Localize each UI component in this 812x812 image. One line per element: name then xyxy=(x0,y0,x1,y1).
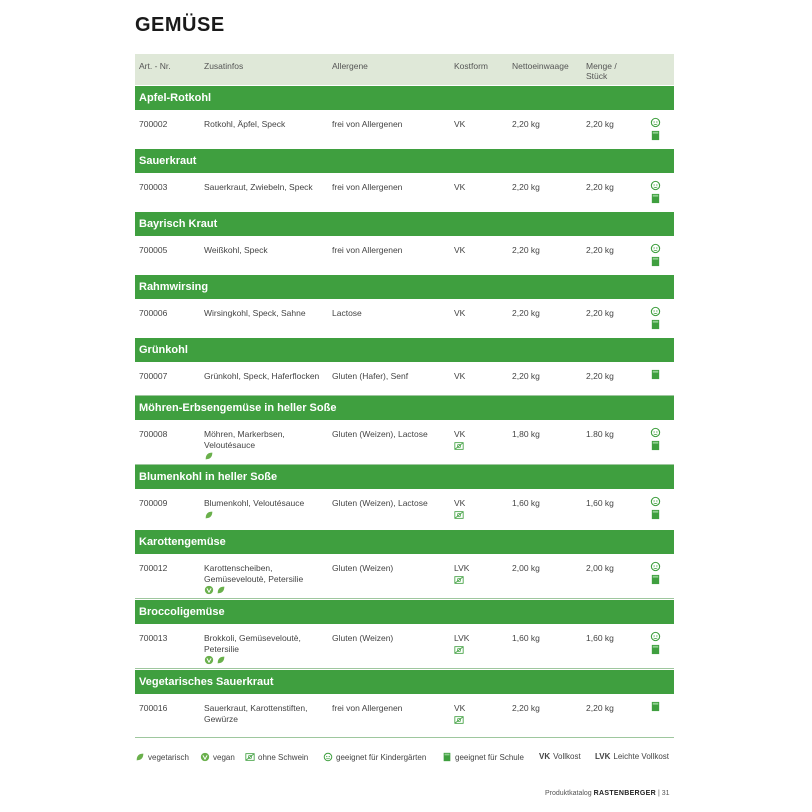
vegetarian-leaf-icon xyxy=(216,585,226,595)
kostform: VK xyxy=(454,703,466,713)
product-section xyxy=(135,670,674,738)
school-icon xyxy=(650,369,661,380)
product-section xyxy=(135,86,674,150)
school-icon xyxy=(650,644,661,655)
zusatzinfos: Rotkohl, Äpfel, Speck xyxy=(204,119,286,129)
school-icon xyxy=(650,130,661,141)
kostform: VK xyxy=(454,308,466,318)
footer-brand: RASTENBERGER xyxy=(593,790,656,797)
product-name: Apfel-Rotkohl xyxy=(135,86,674,110)
school-icon xyxy=(650,440,661,451)
zusatzinfos: Sauerkraut, Karottenstiften, Gewürze xyxy=(204,703,308,724)
nettoeinwaage: 1,80 kg xyxy=(512,429,540,439)
menge: 2,20 kg xyxy=(586,119,614,129)
legend-kita: geeignet für Kindergärten xyxy=(323,752,426,762)
no-pork-icon xyxy=(454,645,464,655)
nettoeinwaage: 2,00 kg xyxy=(512,563,540,573)
vegetarian-leaf-icon xyxy=(204,510,214,520)
no-pork-icon xyxy=(454,715,464,725)
vegetarian-leaf-icon xyxy=(216,655,226,665)
table-row xyxy=(135,694,674,738)
school-icon xyxy=(650,319,661,330)
legend-ohne-schwein: ohne Schwein xyxy=(245,752,308,762)
col-netto: Nettoeinwaage xyxy=(512,61,569,71)
product-name: Möhren-Erbsengemüse in heller Soße xyxy=(135,396,674,420)
menge: 1,60 kg xyxy=(586,633,614,643)
menge: 2,20 kg xyxy=(586,308,614,318)
table-row xyxy=(135,489,674,534)
col-art: Art. - Nr. xyxy=(139,61,171,71)
product-name: Blumenkohl in heller Soße xyxy=(135,465,674,489)
product-name: Broccoligemüse xyxy=(135,600,674,624)
zusatzinfos: Blumenkohl, Veloutésauce xyxy=(204,498,305,508)
nettoeinwaage: 1,60 kg xyxy=(512,633,540,643)
kostform: VK xyxy=(454,245,466,255)
school-icon xyxy=(650,256,661,267)
zusatzinfos: Möhren, Markerbsen, Veloutésauce xyxy=(204,429,285,450)
menge: 2,20 kg xyxy=(586,703,614,713)
product-section xyxy=(135,275,674,339)
zusatzinfos: Wirsingkohl, Speck, Sahne xyxy=(204,308,306,318)
nettoeinwaage: 2,20 kg xyxy=(512,182,540,192)
nettoeinwaage: 2,20 kg xyxy=(512,371,540,381)
no-pork-icon xyxy=(454,510,464,520)
table-row xyxy=(135,173,674,213)
kindergarten-icon xyxy=(650,243,661,254)
kindergarten-icon xyxy=(650,306,661,317)
art-nr: 700007 xyxy=(139,371,168,381)
no-pork-icon xyxy=(454,575,464,585)
zusatzinfos: Grünkohl, Speck, Haferflocken xyxy=(204,371,320,381)
table-row xyxy=(135,236,674,276)
product-section xyxy=(135,212,674,276)
kostform: VK xyxy=(454,498,466,508)
product-name: Rahmwirsing xyxy=(135,275,674,299)
kindergarten-icon xyxy=(323,752,333,762)
product-section xyxy=(135,396,674,465)
table-row xyxy=(135,554,674,599)
zusatzinfos: Brokkoli, Gemüseveloutè, Petersilie xyxy=(204,633,301,654)
product-section xyxy=(135,600,674,669)
page-title: GEMÜSE xyxy=(135,14,225,36)
product-name: Vegetarisches Sauerkraut xyxy=(135,670,674,694)
art-nr: 700005 xyxy=(139,245,168,255)
vegan-icon xyxy=(204,655,214,665)
kindergarten-icon xyxy=(650,117,661,128)
menge: 1.80 kg xyxy=(586,429,614,439)
product-section xyxy=(135,149,674,213)
nettoeinwaage: 1,60 kg xyxy=(512,498,540,508)
school-icon xyxy=(442,752,452,762)
kostform: VK xyxy=(454,119,466,129)
kostform: VK xyxy=(454,371,466,381)
vegetarian-leaf-icon xyxy=(135,752,145,762)
legend-vegetarisch: vegetarisch xyxy=(135,752,189,762)
legend-lvk: LVK Leichte Vollkost xyxy=(595,752,669,761)
menge: 2,00 kg xyxy=(586,563,614,573)
page-number: 31 xyxy=(661,790,670,797)
allergene: Gluten (Weizen), Lactose xyxy=(332,429,428,439)
allergene: Lactose xyxy=(332,308,362,318)
art-nr: 700016 xyxy=(139,703,168,713)
kostform: LVK xyxy=(454,633,470,643)
nettoeinwaage: 2,20 kg xyxy=(512,245,540,255)
table-header xyxy=(135,54,674,85)
table-row xyxy=(135,362,674,396)
product-section xyxy=(135,530,674,599)
kindergarten-icon xyxy=(650,496,661,507)
table-row xyxy=(135,299,674,339)
allergene: Gluten (Weizen) xyxy=(332,633,394,643)
product-section xyxy=(135,338,674,396)
menge: 2,20 kg xyxy=(586,371,614,381)
product-name: Karottengemüse xyxy=(135,530,674,554)
allergene: Gluten (Hafer), Senf xyxy=(332,371,409,381)
art-nr: 700012 xyxy=(139,563,168,573)
vegan-icon xyxy=(200,752,210,762)
art-nr: 700008 xyxy=(139,429,168,439)
kindergarten-icon xyxy=(650,561,661,572)
nettoeinwaage: 2,20 kg xyxy=(512,119,540,129)
no-pork-icon xyxy=(245,752,255,762)
nettoeinwaage: 2,20 kg xyxy=(512,703,540,713)
kindergarten-icon xyxy=(650,427,661,438)
art-nr: 700003 xyxy=(139,182,168,192)
allergene: frei von Allergenen xyxy=(332,703,403,713)
menge: 2,20 kg xyxy=(586,245,614,255)
col-menge: Menge / Stück xyxy=(586,61,617,81)
allergene: Gluten (Weizen), Lactose xyxy=(332,498,428,508)
page-footer xyxy=(545,790,670,797)
school-icon xyxy=(650,193,661,204)
art-nr: 700006 xyxy=(139,308,168,318)
legend-vegan: vegan xyxy=(200,752,235,762)
kostform: VK xyxy=(454,182,466,192)
zusatzinfos: Sauerkraut, Zwiebeln, Speck xyxy=(204,182,313,192)
legend-vk: VK Vollkost xyxy=(539,752,581,761)
art-nr: 700009 xyxy=(139,498,168,508)
allergene: frei von Allergenen xyxy=(332,245,403,255)
product-section xyxy=(135,465,674,534)
vegetarian-leaf-icon xyxy=(204,451,214,461)
col-kostform: Kostform xyxy=(454,61,489,71)
kostform: LVK xyxy=(454,563,470,573)
product-name: Grünkohl xyxy=(135,338,674,362)
footer-catalog: Produktkatalog xyxy=(545,790,592,797)
zusatzinfos: Karottenscheiben, Gemüseveloutè, Petersilie xyxy=(204,563,304,584)
nettoeinwaage: 2,20 kg xyxy=(512,308,540,318)
col-zusatz: Zusatinfos xyxy=(204,61,244,71)
vegan-icon xyxy=(204,585,214,595)
kindergarten-icon xyxy=(650,180,661,191)
allergene: frei von Allergenen xyxy=(332,119,403,129)
school-icon xyxy=(650,701,661,712)
col-allergene: Allergene xyxy=(332,61,368,71)
kindergarten-icon xyxy=(650,631,661,642)
allergene: Gluten (Weizen) xyxy=(332,563,394,573)
school-icon xyxy=(650,509,661,520)
art-nr: 700002 xyxy=(139,119,168,129)
legend-schule: geeignet für Schule xyxy=(442,752,524,762)
product-name: Sauerkraut xyxy=(135,149,674,173)
footer-sep: | xyxy=(657,790,660,797)
menge: 1,60 kg xyxy=(586,498,614,508)
allergene: frei von Allergenen xyxy=(332,182,403,192)
zusatzinfos: Weißkohl, Speck xyxy=(204,245,268,255)
school-icon xyxy=(650,574,661,585)
art-nr: 700013 xyxy=(139,633,168,643)
kostform: VK xyxy=(454,429,466,439)
no-pork-icon xyxy=(454,441,464,451)
table-row xyxy=(135,624,674,669)
table-row xyxy=(135,110,674,150)
product-name: Bayrisch Kraut xyxy=(135,212,674,236)
table-row xyxy=(135,420,674,465)
menge: 2,20 kg xyxy=(586,182,614,192)
